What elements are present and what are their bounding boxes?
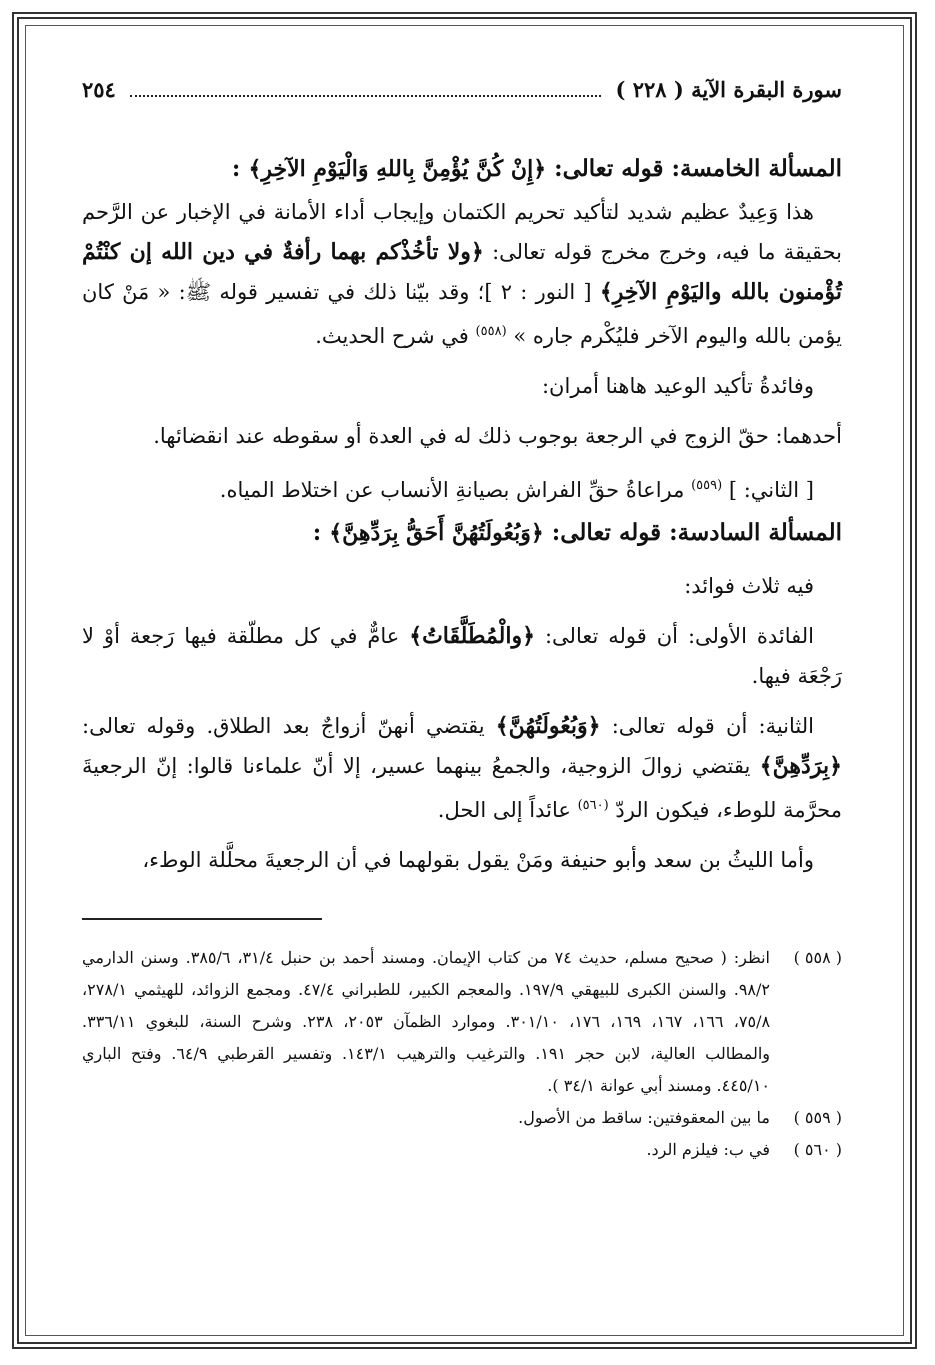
paragraph-1 (82, 192, 842, 356)
running-header (82, 70, 842, 110)
section-heading-6 (82, 510, 842, 556)
paragraph-8: وأما الليثُ بن سعد وأبو حنيفة ومَنْ يقول بقولهما في أن الرجعيةَ محلَّلة الوطء، (142, 848, 814, 872)
paragraph-7-text-a: الثانية: أن قوله تعالى: (611, 714, 814, 738)
heading-5-suffix: : (231, 155, 241, 182)
paragraph-3: أحدهما: حقّ الزوج في الرجعة بوجوب ذلك له في العدة أو سقوطه عند انقضائها. (153, 424, 842, 448)
heading-5-verse: ﴿إِنْ كُنَّ يُؤْمِنَّ بِاللهِ وَالْيَوْمِ الآخِرِ﴾ (248, 156, 547, 182)
page-number: ٢٥٤ (82, 77, 116, 102)
heading-6-verse: ﴿وَبُعُولَتُهُنَّ أَحَقُّ بِرَدِّهِنَّ﴾ (329, 520, 544, 546)
footnote-ref-560[interactable]: (٥٦٠) (577, 798, 609, 813)
paragraph-6-verse: ﴿والْمُطَلَّقَاتُ﴾ (409, 623, 536, 649)
paragraph-5: فيه ثلاث فوائد: (684, 574, 814, 598)
footnote-number: ( ٥٥٩ ) (793, 1108, 842, 1127)
header-title: سورة البقرة الآية ( ٢٢٨ ) (615, 77, 842, 102)
paragraph-6-text-a: الفائدة الأولى: أن قوله تعالى: (544, 624, 814, 648)
paragraph-7-verse-1: ﴿وَبُعُولَتُهُنَّ﴾ (495, 713, 601, 739)
paragraph-6 (82, 616, 842, 696)
footnote-ref-559[interactable]: (٥٥٩) (691, 478, 723, 493)
footnote-separator (82, 918, 322, 920)
paragraph-7-verse-2: ﴿بِرَدِّهِنَّ﴾ (759, 753, 842, 779)
footnote-text: ما بين المعقوفتين: ساقط من الأصول. (518, 1108, 770, 1127)
page-content (82, 70, 842, 1166)
paragraph-1-text-b: [ النور : ٢ ]؛ وقد بيّنا ذلك في تفسير قوله ﷺ: « مَنْ كان يؤمن بالله واليوم الآخر فليُكْرم جاره » (82, 280, 842, 348)
footnote-text: في ب: فيلزم الرد. (646, 1140, 770, 1159)
heading-6-suffix: : (312, 519, 322, 546)
section-heading-5 (82, 146, 842, 192)
footnote-558 (82, 942, 842, 1102)
paragraph-1-text-c: في شرح الحديث. (315, 324, 469, 348)
paragraph-2: وفائدةُ تأكيد الوعيد هاهنا أمران: (541, 374, 814, 398)
paragraph-7-text-b: يقتضي أنهنّ أزواجٌ بعد الطلاق. وقوله تعالى: (82, 714, 485, 738)
paragraph-1-text-a: هذا وَعِيدٌ عظيم شديد لتأكيد تحريم الكتمان وإيجاب أداء الأمانة في الإخبار عن الرَّحم بحقيقة ما فيه، وخرج مخرج قوله تعالى: (82, 200, 842, 264)
paragraph-7 (82, 706, 842, 830)
footnote-number: ( ٥٥٨ ) (793, 948, 842, 967)
footnote-number: ( ٥٦٠ ) (793, 1140, 842, 1159)
footnote-ref-558[interactable]: (٥٥٨) (475, 324, 507, 339)
footnote-559 (82, 1102, 842, 1134)
heading-6-prefix: المسألة السادسة: قوله تعالى: (551, 519, 842, 546)
paragraph-4 (82, 466, 842, 510)
footnotes (82, 942, 842, 1166)
paragraph-7-text-c: يقتضي زوالَ الزوجية، والجمعُ بينهما عسير، إلا أنّ علماءنا قالوا: إنّ الرجعيةَ محرَّمة للوطء، فيكون الردّ (82, 754, 842, 822)
heading-5-prefix: المسألة الخامسة: قوله تعالى: (554, 155, 842, 182)
paragraph-4-text-b: مراعاةُ حقِّ الفراش بصيانةِ الأنساب عن اختلاط المياه. (219, 478, 685, 502)
footnote-560 (82, 1134, 842, 1166)
paragraph-1-verse: ﴿ولا تأخُذْكم بهما رأفةٌ في دين الله إن كنْتُمْ تُؤْمنون بالله واليَوْمِ الآخِرِ﴾ (82, 239, 843, 305)
paragraph-4-text-a: [ الثاني: ] (728, 478, 814, 502)
header-leader-dots (130, 77, 602, 97)
footnote-text: انظر: ( صحيح مسلم، حديث ٧٤ من كتاب الإيمان. ومسند أحمد بن حنبل ٣١/٤، ٣٨٥/٦. وسنن الدارمي ٩٨/٢. والسنن الكبرى للبيهقي ١٩٧/٩. والمعجم الكبير، للطبراني ٤٧/٤. ومجمع الزوائد، للهيثمي ٢٧٨/١، ٧٥/٨، ١٦٦، ١٦٧، ١٦٩، ١٧٦، ٣٠١/١٠. وموارد الظمآن ٢٠٥٣، ٢٣٨. وشرح السنة، للبغوي ٣٣٦/١١. والمطالب العالية، لابن حجر ١٩١. والترغيب والترهيب ١٤٣/١. وتفسير القرطبي ٦٤/٩. وفتح الباري ٤٤٥/١٠. ومسند أبي عوانة ٣٤/١ ). (82, 948, 771, 1095)
paragraph-6-text-b: عامٌّ في كل مطلّقة فيها رَجعة أوْ لا رَجْعَة فيها. (82, 624, 842, 688)
paragraph-7-text-d: عائداً إلى الحل. (437, 798, 571, 822)
